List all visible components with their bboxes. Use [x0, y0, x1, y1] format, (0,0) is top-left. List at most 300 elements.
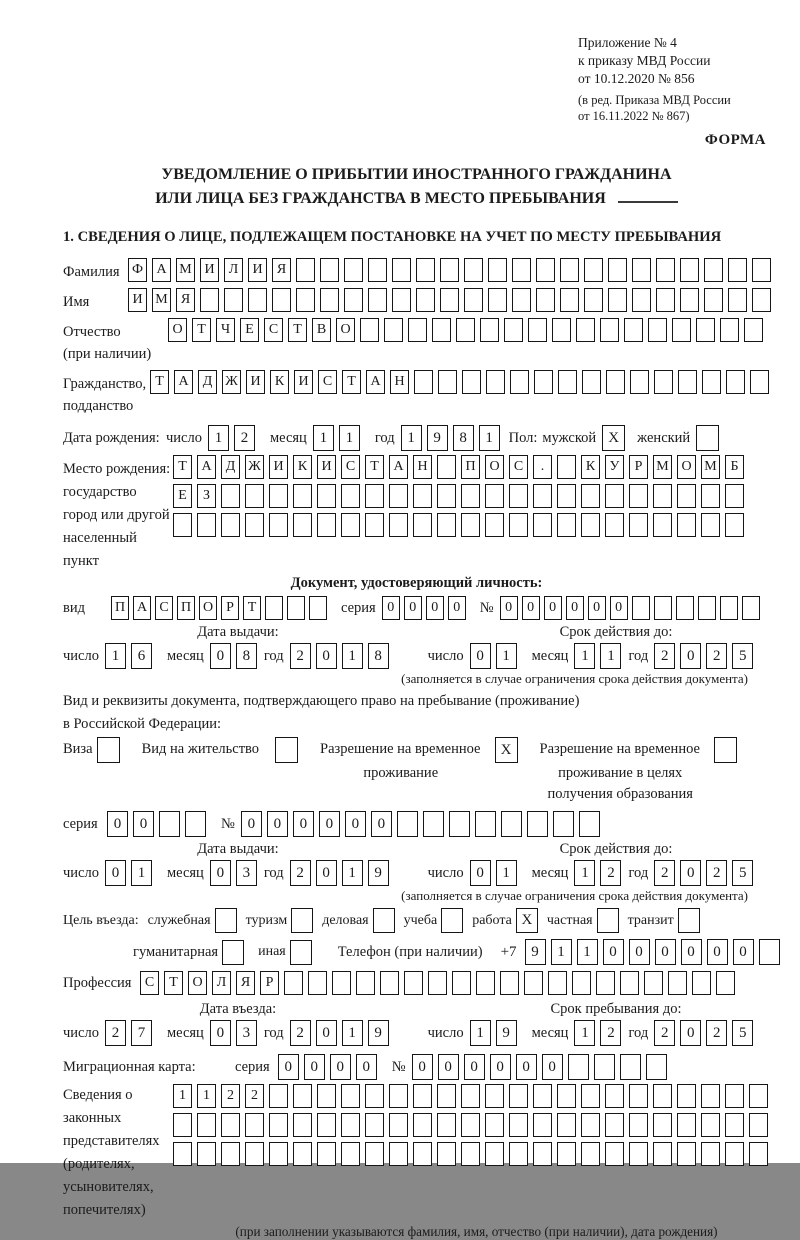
char-box[interactable] — [605, 1142, 624, 1166]
representatives-row1[interactable] — [173, 1084, 773, 1108]
residence-issue-day-boxes[interactable] — [105, 860, 157, 886]
char-box[interactable]: 0 — [588, 596, 606, 620]
char-box[interactable] — [677, 1084, 696, 1108]
char-box[interactable] — [245, 513, 264, 537]
char-box[interactable]: 1 — [574, 1020, 595, 1046]
char-box[interactable] — [317, 1084, 336, 1108]
char-box[interactable] — [365, 484, 384, 508]
char-box[interactable] — [269, 513, 288, 537]
char-box[interactable] — [624, 318, 643, 342]
char-box[interactable] — [581, 513, 600, 537]
char-box[interactable] — [475, 811, 496, 837]
visa-checkbox[interactable] — [97, 737, 120, 763]
char-box[interactable]: 0 — [500, 596, 518, 620]
char-box[interactable] — [701, 1113, 720, 1137]
char-box[interactable]: О — [168, 318, 187, 342]
char-box[interactable] — [676, 596, 694, 620]
stay-day-boxes[interactable] — [470, 1020, 522, 1046]
char-box[interactable] — [552, 318, 571, 342]
char-box[interactable]: Л — [224, 258, 243, 282]
char-box[interactable]: Я — [236, 971, 255, 995]
char-box[interactable] — [557, 1084, 576, 1108]
residence-number-boxes[interactable] — [241, 811, 605, 837]
given-name-boxes[interactable] — [128, 288, 776, 312]
char-box[interactable]: 0 — [105, 860, 126, 886]
char-box[interactable]: 1 — [600, 643, 621, 669]
char-box[interactable] — [533, 1142, 552, 1166]
birth-month-boxes[interactable] — [313, 425, 365, 451]
char-box[interactable]: 1 — [479, 425, 500, 451]
doc-series-boxes[interactable] — [382, 596, 470, 620]
char-box[interactable] — [317, 484, 336, 508]
char-box[interactable] — [486, 370, 505, 394]
char-box[interactable]: М — [701, 455, 720, 479]
char-box[interactable]: Т — [365, 455, 384, 479]
char-box[interactable]: 0 — [371, 811, 392, 837]
char-box[interactable]: 1 — [496, 860, 517, 886]
char-box[interactable] — [579, 811, 600, 837]
surname-boxes[interactable] — [128, 258, 776, 282]
char-box[interactable] — [605, 513, 624, 537]
char-box[interactable]: 1 — [197, 1084, 216, 1108]
char-box[interactable] — [654, 370, 673, 394]
char-box[interactable]: 2 — [654, 643, 675, 669]
char-box[interactable]: В — [312, 318, 331, 342]
char-box[interactable] — [653, 513, 672, 537]
char-box[interactable]: Н — [390, 370, 409, 394]
temp-residence-checkbox[interactable]: X — [495, 737, 518, 763]
char-box[interactable] — [632, 596, 650, 620]
char-box[interactable]: Е — [240, 318, 259, 342]
char-box[interactable]: А — [389, 455, 408, 479]
char-box[interactable] — [720, 318, 739, 342]
char-box[interactable]: Т — [164, 971, 183, 995]
entry-year-boxes[interactable] — [290, 1020, 394, 1046]
residence-valid-day-boxes[interactable] — [470, 860, 522, 886]
char-box[interactable]: С — [155, 596, 173, 620]
char-box[interactable]: 0 — [382, 596, 400, 620]
char-box[interactable]: 0 — [603, 939, 624, 965]
char-box[interactable] — [245, 1142, 264, 1166]
char-box[interactable] — [397, 811, 418, 837]
char-box[interactable]: 2 — [706, 1020, 727, 1046]
char-box[interactable]: 0 — [107, 811, 128, 837]
char-box[interactable] — [557, 1113, 576, 1137]
char-box[interactable] — [269, 484, 288, 508]
char-box[interactable]: 1 — [470, 1020, 491, 1046]
char-box[interactable] — [265, 596, 283, 620]
char-box[interactable] — [533, 1113, 552, 1137]
char-box[interactable]: С — [264, 318, 283, 342]
char-box[interactable]: С — [318, 370, 337, 394]
char-box[interactable] — [620, 971, 639, 995]
char-box[interactable]: 0 — [356, 1054, 377, 1080]
char-box[interactable] — [293, 1113, 312, 1137]
identity-issue-year-boxes[interactable] — [290, 643, 394, 669]
char-box[interactable] — [437, 1142, 456, 1166]
char-box[interactable]: К — [293, 455, 312, 479]
profession-boxes[interactable] — [140, 971, 740, 995]
char-box[interactable]: 1 — [339, 425, 360, 451]
char-box[interactable] — [317, 1113, 336, 1137]
char-box[interactable]: М — [653, 455, 672, 479]
char-box[interactable]: 9 — [368, 860, 389, 886]
char-box[interactable] — [173, 1113, 192, 1137]
char-box[interactable] — [632, 258, 651, 282]
char-box[interactable]: Т — [192, 318, 211, 342]
char-box[interactable] — [224, 288, 243, 312]
char-box[interactable]: Р — [629, 455, 648, 479]
char-box[interactable]: М — [152, 288, 171, 312]
char-box[interactable]: И — [200, 258, 219, 282]
char-box[interactable]: А — [366, 370, 385, 394]
char-box[interactable] — [408, 318, 427, 342]
char-box[interactable] — [432, 318, 451, 342]
char-box[interactable]: 0 — [316, 860, 337, 886]
char-box[interactable] — [384, 318, 403, 342]
char-box[interactable] — [389, 1113, 408, 1137]
char-box[interactable]: 0 — [681, 939, 702, 965]
birth-place-row1[interactable] — [173, 455, 749, 479]
char-box[interactable] — [701, 513, 720, 537]
char-box[interactable]: 1 — [173, 1084, 192, 1108]
char-box[interactable]: 1 — [574, 860, 595, 886]
char-box[interactable] — [365, 513, 384, 537]
char-box[interactable] — [272, 288, 291, 312]
char-box[interactable]: 3 — [236, 860, 257, 886]
char-box[interactable]: 5 — [732, 1020, 753, 1046]
patronymic-boxes[interactable] — [168, 318, 768, 342]
char-box[interactable]: 0 — [210, 860, 231, 886]
birth-year-boxes[interactable] — [401, 425, 505, 451]
char-box[interactable]: О — [199, 596, 217, 620]
char-box[interactable]: 2 — [290, 1020, 311, 1046]
char-box[interactable] — [728, 288, 747, 312]
char-box[interactable] — [296, 258, 315, 282]
migration-series-boxes[interactable] — [278, 1054, 382, 1080]
char-box[interactable] — [512, 288, 531, 312]
char-box[interactable] — [677, 1113, 696, 1137]
char-box[interactable]: 0 — [304, 1054, 325, 1080]
char-box[interactable] — [558, 370, 577, 394]
char-box[interactable] — [293, 484, 312, 508]
char-box[interactable] — [197, 513, 216, 537]
char-box[interactable] — [293, 1084, 312, 1108]
char-box[interactable]: С — [509, 455, 528, 479]
char-box[interactable]: М — [176, 258, 195, 282]
char-box[interactable]: 1 — [577, 939, 598, 965]
char-box[interactable] — [317, 1142, 336, 1166]
char-box[interactable] — [596, 971, 615, 995]
char-box[interactable] — [654, 596, 672, 620]
char-box[interactable]: 2 — [245, 1084, 264, 1108]
tourism-checkbox[interactable] — [291, 908, 313, 933]
char-box[interactable]: 0 — [133, 811, 154, 837]
char-box[interactable] — [752, 288, 771, 312]
char-box[interactable] — [701, 1142, 720, 1166]
char-box[interactable] — [221, 484, 240, 508]
char-box[interactable] — [656, 288, 675, 312]
char-box[interactable]: 1 — [401, 425, 422, 451]
char-box[interactable]: 0 — [210, 643, 231, 669]
char-box[interactable] — [200, 288, 219, 312]
char-box[interactable] — [320, 288, 339, 312]
char-box[interactable] — [269, 1113, 288, 1137]
char-box[interactable] — [557, 484, 576, 508]
char-box[interactable] — [608, 258, 627, 282]
study-checkbox[interactable] — [441, 908, 463, 933]
char-box[interactable] — [438, 370, 457, 394]
char-box[interactable] — [560, 288, 579, 312]
char-box[interactable]: 0 — [516, 1054, 537, 1080]
char-box[interactable] — [725, 513, 744, 537]
char-box[interactable]: Б — [725, 455, 744, 479]
char-box[interactable] — [404, 971, 423, 995]
char-box[interactable] — [413, 1113, 432, 1137]
char-box[interactable]: 9 — [368, 1020, 389, 1046]
char-box[interactable] — [485, 1113, 504, 1137]
char-box[interactable] — [284, 971, 303, 995]
char-box[interactable] — [464, 288, 483, 312]
char-box[interactable]: 0 — [345, 811, 366, 837]
char-box[interactable] — [629, 513, 648, 537]
char-box[interactable] — [752, 258, 771, 282]
char-box[interactable] — [744, 318, 763, 342]
char-box[interactable] — [630, 370, 649, 394]
char-box[interactable] — [581, 1113, 600, 1137]
char-box[interactable] — [749, 1113, 768, 1137]
char-box[interactable] — [653, 1113, 672, 1137]
char-box[interactable] — [576, 318, 595, 342]
residence-valid-year-boxes[interactable] — [654, 860, 758, 886]
char-box[interactable] — [536, 258, 555, 282]
char-box[interactable]: Я — [176, 288, 195, 312]
char-box[interactable] — [629, 1113, 648, 1137]
char-box[interactable] — [341, 1113, 360, 1137]
char-box[interactable]: О — [188, 971, 207, 995]
char-box[interactable]: 2 — [654, 1020, 675, 1046]
identity-valid-year-boxes[interactable] — [654, 643, 758, 669]
char-box[interactable]: 0 — [330, 1054, 351, 1080]
char-box[interactable] — [185, 811, 206, 837]
char-box[interactable] — [704, 288, 723, 312]
char-box[interactable]: 1 — [105, 643, 126, 669]
char-box[interactable] — [512, 258, 531, 282]
char-box[interactable] — [534, 370, 553, 394]
doc-kind-boxes[interactable] — [111, 596, 331, 620]
char-box[interactable] — [594, 1054, 615, 1080]
char-box[interactable]: 0 — [267, 811, 288, 837]
char-box[interactable] — [414, 370, 433, 394]
char-box[interactable] — [677, 513, 696, 537]
char-box[interactable] — [221, 513, 240, 537]
char-box[interactable]: 8 — [368, 643, 389, 669]
char-box[interactable] — [646, 1054, 667, 1080]
char-box[interactable] — [485, 1142, 504, 1166]
char-box[interactable] — [461, 513, 480, 537]
char-box[interactable] — [308, 971, 327, 995]
char-box[interactable]: 1 — [574, 643, 595, 669]
residence-valid-month-boxes[interactable] — [574, 860, 626, 886]
char-box[interactable]: Д — [221, 455, 240, 479]
char-box[interactable]: 8 — [236, 643, 257, 669]
char-box[interactable] — [749, 1142, 768, 1166]
char-box[interactable] — [557, 513, 576, 537]
char-box[interactable] — [584, 258, 603, 282]
char-box[interactable]: И — [269, 455, 288, 479]
char-box[interactable]: П — [111, 596, 129, 620]
char-box[interactable] — [488, 288, 507, 312]
char-box[interactable]: 0 — [319, 811, 340, 837]
char-box[interactable]: 0 — [470, 643, 491, 669]
char-box[interactable] — [572, 971, 591, 995]
char-box[interactable] — [413, 1084, 432, 1108]
char-box[interactable] — [360, 318, 379, 342]
char-box[interactable] — [296, 288, 315, 312]
char-box[interactable] — [173, 513, 192, 537]
char-box[interactable]: И — [294, 370, 313, 394]
char-box[interactable] — [320, 258, 339, 282]
char-box[interactable] — [344, 258, 363, 282]
char-box[interactable]: И — [246, 370, 265, 394]
residence-issue-year-boxes[interactable] — [290, 860, 394, 886]
char-box[interactable] — [341, 484, 360, 508]
char-box[interactable]: 7 — [131, 1020, 152, 1046]
char-box[interactable] — [568, 1054, 589, 1080]
char-box[interactable] — [437, 1084, 456, 1108]
char-box[interactable] — [221, 1113, 240, 1137]
char-box[interactable] — [501, 811, 522, 837]
char-box[interactable]: 2 — [600, 1020, 621, 1046]
char-box[interactable]: Р — [260, 971, 279, 995]
char-box[interactable] — [653, 1084, 672, 1108]
char-box[interactable]: 1 — [313, 425, 334, 451]
char-box[interactable]: 0 — [655, 939, 676, 965]
char-box[interactable] — [356, 971, 375, 995]
char-box[interactable] — [728, 258, 747, 282]
char-box[interactable]: Ч — [216, 318, 235, 342]
char-box[interactable] — [553, 811, 574, 837]
char-box[interactable] — [720, 596, 738, 620]
char-box[interactable] — [600, 318, 619, 342]
char-box[interactable] — [380, 971, 399, 995]
char-box[interactable] — [461, 1142, 480, 1166]
residence-permit-checkbox[interactable] — [275, 737, 298, 763]
char-box[interactable]: 0 — [412, 1054, 433, 1080]
char-box[interactable] — [536, 288, 555, 312]
char-box[interactable] — [677, 1142, 696, 1166]
char-box[interactable]: Р — [221, 596, 239, 620]
char-box[interactable] — [437, 484, 456, 508]
char-box[interactable]: 1 — [342, 643, 363, 669]
char-box[interactable] — [462, 370, 481, 394]
char-box[interactable] — [365, 1084, 384, 1108]
char-box[interactable] — [392, 258, 411, 282]
birth-place-row3[interactable] — [173, 513, 749, 537]
char-box[interactable] — [605, 484, 624, 508]
char-box[interactable]: 2 — [654, 860, 675, 886]
char-box[interactable] — [533, 513, 552, 537]
char-box[interactable] — [389, 1142, 408, 1166]
char-box[interactable] — [269, 1084, 288, 1108]
birth-place-row2[interactable] — [173, 484, 749, 508]
char-box[interactable] — [677, 484, 696, 508]
char-box[interactable]: 0 — [210, 1020, 231, 1046]
char-box[interactable] — [704, 258, 723, 282]
char-box[interactable]: 1 — [551, 939, 572, 965]
char-box[interactable] — [656, 258, 675, 282]
char-box[interactable]: И — [128, 288, 147, 312]
char-box[interactable] — [488, 258, 507, 282]
char-box[interactable]: Ж — [222, 370, 241, 394]
char-box[interactable] — [485, 513, 504, 537]
char-box[interactable]: А — [133, 596, 151, 620]
char-box[interactable] — [509, 513, 528, 537]
char-box[interactable] — [389, 484, 408, 508]
char-box[interactable] — [759, 939, 780, 965]
char-box[interactable] — [485, 1084, 504, 1108]
char-box[interactable] — [344, 288, 363, 312]
char-box[interactable] — [672, 318, 691, 342]
char-box[interactable]: Т — [173, 455, 192, 479]
male-checkbox[interactable]: X — [602, 425, 625, 451]
char-box[interactable] — [725, 484, 744, 508]
char-box[interactable]: 0 — [680, 1020, 701, 1046]
char-box[interactable] — [629, 1084, 648, 1108]
char-box[interactable]: 0 — [316, 1020, 337, 1046]
char-box[interactable] — [750, 370, 769, 394]
char-box[interactable]: О — [336, 318, 355, 342]
char-box[interactable]: 0 — [566, 596, 584, 620]
char-box[interactable]: Д — [198, 370, 217, 394]
char-box[interactable]: 9 — [427, 425, 448, 451]
char-box[interactable] — [423, 811, 444, 837]
char-box[interactable] — [509, 484, 528, 508]
char-box[interactable] — [581, 1142, 600, 1166]
char-box[interactable] — [557, 1142, 576, 1166]
char-box[interactable]: 0 — [241, 811, 262, 837]
char-box[interactable]: 2 — [221, 1084, 240, 1108]
char-box[interactable]: Т — [288, 318, 307, 342]
entry-day-boxes[interactable] — [105, 1020, 157, 1046]
char-box[interactable] — [197, 1113, 216, 1137]
char-box[interactable]: Л — [212, 971, 231, 995]
char-box[interactable] — [698, 596, 716, 620]
char-box[interactable]: К — [581, 455, 600, 479]
char-box[interactable] — [437, 513, 456, 537]
char-box[interactable]: 0 — [464, 1054, 485, 1080]
char-box[interactable] — [368, 258, 387, 282]
char-box[interactable] — [725, 1084, 744, 1108]
char-box[interactable] — [701, 484, 720, 508]
char-box[interactable] — [560, 258, 579, 282]
char-box[interactable]: 0 — [490, 1054, 511, 1080]
char-box[interactable]: 2 — [105, 1020, 126, 1046]
char-box[interactable]: О — [677, 455, 696, 479]
char-box[interactable] — [500, 971, 519, 995]
char-box[interactable]: Т — [150, 370, 169, 394]
char-box[interactable]: Н — [413, 455, 432, 479]
char-box[interactable]: П — [461, 455, 480, 479]
char-box[interactable]: У — [605, 455, 624, 479]
char-box[interactable] — [678, 370, 697, 394]
migration-number-boxes[interactable] — [412, 1054, 672, 1080]
char-box[interactable]: Т — [342, 370, 361, 394]
char-box[interactable] — [416, 288, 435, 312]
char-box[interactable]: 0 — [707, 939, 728, 965]
char-box[interactable] — [726, 370, 745, 394]
char-box[interactable] — [509, 1142, 528, 1166]
